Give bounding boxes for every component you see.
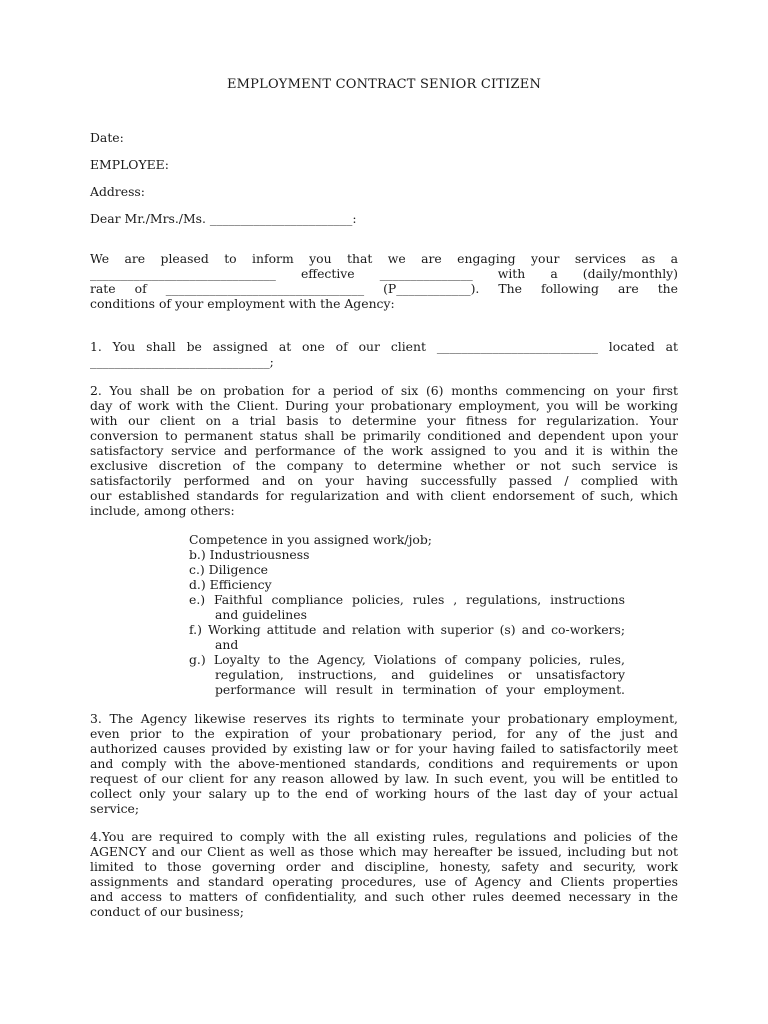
text-line: limited to those governing order and discipline, honesty, safety and security, work: [90, 859, 678, 874]
text-line: assignments and standard operating procedures, use of Agency and Clients properties: [90, 874, 678, 889]
text-line: 1. You shall be assigned at one of our client __________________________ located at: [90, 339, 678, 354]
text-line: request of our client for any reason allowed by law. In such event, you will be entitled to: [90, 771, 678, 786]
salutation-line: Dear Mr./Mrs./Ms. _______________________:: [90, 211, 357, 226]
text-line: service;: [90, 801, 140, 816]
text-line: conduct of our business;: [90, 904, 244, 919]
list-item: b.) Industriousness: [189, 547, 310, 562]
text-line: exclusive discretion of the company to determine whether or not such service is: [90, 458, 678, 473]
text-line: conditions of your employment with the Agency:: [90, 296, 395, 311]
text-line: and access to matters of confidentiality, and such other rules deemed necessary in the: [90, 889, 678, 904]
text-line: include, among others:: [90, 503, 235, 518]
list-item: Competence in you assigned work/job;: [189, 532, 432, 547]
list-item: g.) Loyalty to the Agency, Violations of company policies, rules,: [189, 652, 625, 667]
text-line: our established standards for regularization and with client endorsement of such, which: [90, 488, 678, 503]
address-field: Address:: [90, 184, 145, 199]
text-line: conversion to permanent status shall be primarily conditioned and dependent upon your: [90, 428, 678, 443]
text-line: 4.You are required to comply with the all existing rules, regulations and policies of the: [90, 829, 678, 844]
list-item: c.) Diligence: [189, 562, 268, 577]
list-item: and guidelines: [215, 607, 307, 622]
clause-2-paragraph: [90, 383, 678, 518]
text-line: even prior to the expiration of your probationary period, for any of the just and: [90, 726, 678, 741]
clause-1-paragraph: [90, 339, 678, 369]
date-field: Date:: [90, 130, 124, 145]
document-title: EMPLOYMENT CONTRACT SENIOR CITIZEN: [226, 77, 542, 92]
list-item: and: [215, 637, 239, 652]
regularization-criteria-list: [189, 532, 625, 697]
text-line: collect only your salary up to the end of working hours of the last day of your actual: [90, 786, 678, 801]
text-line: _____________________________;: [90, 354, 274, 369]
list-item: regulation, instructions, and guidelines or unsatisfactory: [215, 667, 625, 682]
clause-4-paragraph: [90, 829, 678, 919]
clause-3-paragraph: [90, 711, 678, 816]
text-line: day of work with the Client. During your probationary employment, you will be working: [90, 398, 678, 413]
intro-paragraph: [90, 251, 678, 311]
list-item: f.) Working attitude and relation with superior (s) and co-workers;: [189, 622, 625, 637]
text-line: authorized causes provided by existing law or for your having failed to satisfactorily meet: [90, 741, 678, 756]
text-line: We are pleased to inform you that we are engaging your services as a: [90, 251, 678, 266]
text-line: and comply with the above-mentioned standards, conditions and requirements or upon: [90, 756, 678, 771]
list-item: performance will result in termination of your employment.: [215, 682, 625, 697]
text-line: satisfactory service and performance of the work assigned to you and it is within the: [90, 443, 678, 458]
text-line: 2. You shall be on probation for a period of six (6) months commencing on your first: [90, 383, 678, 398]
employee-field: EMPLOYEE:: [90, 157, 169, 172]
list-item: e.) Faithful compliance policies, rules , regulations, instructions: [189, 592, 625, 607]
text-line: satisfactorily performed and on your having successfully passed / complied with: [90, 473, 678, 488]
text-line: AGENCY and our Client as well as those which may hereafter be issued, including but not: [90, 844, 678, 859]
text-line: rate of ________________________________ (P____________). The following are the: [90, 281, 678, 296]
text-line: ______________________________ effective _______________ with a (daily/monthly): [90, 266, 678, 281]
list-item: d.) Efficiency: [189, 577, 272, 592]
text-line: with our client on a trial basis to determine your fitness for regularization. Your: [90, 413, 678, 428]
text-line: 3. The Agency likewise reserves its rights to terminate your probationary employment,: [90, 711, 678, 726]
